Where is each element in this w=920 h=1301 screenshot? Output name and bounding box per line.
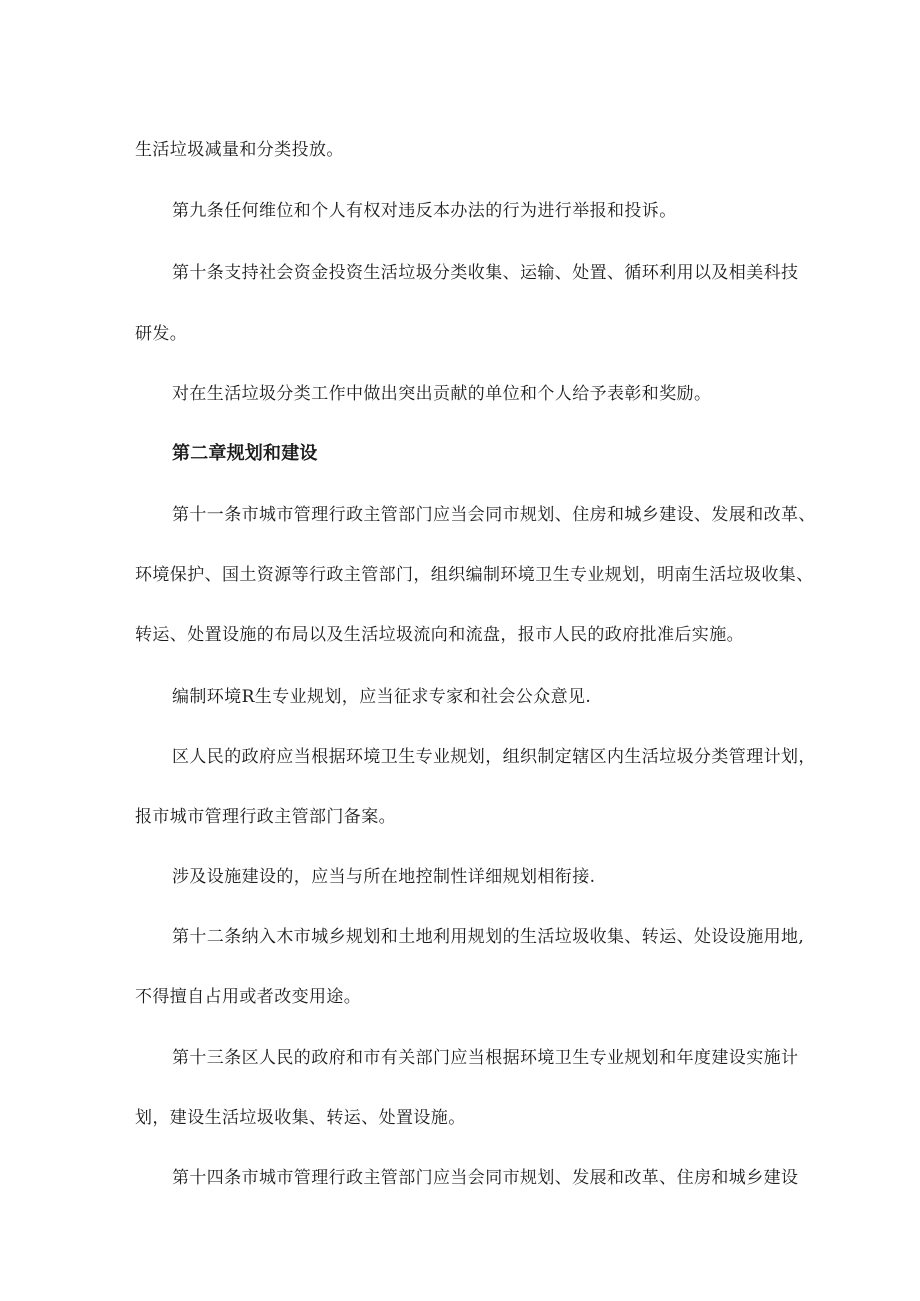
- text-line-planning-opinion: 编制环境R生专业规划，应当征求专家和社会公众意见.: [172, 687, 592, 707]
- text-line-1: 生活垃圾减量和分类投放。: [135, 140, 344, 160]
- text-line-district-plan: 区人民的政府应当根据环境卫生专业规划，组织制定辖区内生活垃圾分类管理计划，: [172, 747, 816, 767]
- text-line-article-13: 第十三条区人民的政府和市有关部门应当根据环境卫生专业规划和年度建设实施计: [172, 1048, 799, 1068]
- text-line-article-9: 第九条任何维位和个人有权对违反本办法的行为进行举报和投诉。: [172, 201, 677, 221]
- text-line-article-11: 第十一条市城市管理行政主管部门应当会同市规划、住房和城乡建设、发展和改革、: [172, 505, 816, 525]
- text-line-article-11-cont-1: 环境保护、国土资源等行政主管部门，组织编制环境卫生专业规划，明南生活垃圾收集、: [135, 565, 814, 585]
- text-line-article-11-cont-2: 转运、处置设施的布局以及生活垃圾流向和流盘，报市人民的政府批准后实施。: [135, 625, 744, 645]
- text-line-article-12: 第十二条纳入木市城乡规划和土地利用规划的生活垃圾收集、转运、处设设施用地,: [172, 927, 805, 947]
- text-line-article-12-cont: 不得擅自占用或者改变用途。: [135, 987, 362, 1007]
- text-line-article-10: 第十条支持社会资金投资生活垃圾分类收集、运输、处置、循环利用以及相美科技: [172, 263, 799, 283]
- text-line-article-14: 第十四条市城市管理行政主管部门应当会同市规划、发展和改革、住房和城乡建设: [172, 1168, 799, 1188]
- text-line-article-13-cont: 划，建设生活垃圾收集、转运、处置设施。: [135, 1108, 466, 1128]
- text-line-district-plan-cont: 报市城市管理行政主管部门备案。: [135, 807, 396, 827]
- text-line-facility-construction: 涉及设施建设的，应当与所在地控制性详细规划相衔接.: [172, 867, 596, 887]
- text-line-commendation: 对在生活垃圾分类工作中做出突出贡献的单位和个人给予表彰和奖励。: [172, 384, 712, 404]
- chapter-heading: 第二章规划和建设: [172, 443, 318, 464]
- text-line-article-10-cont: 研发。: [135, 324, 188, 344]
